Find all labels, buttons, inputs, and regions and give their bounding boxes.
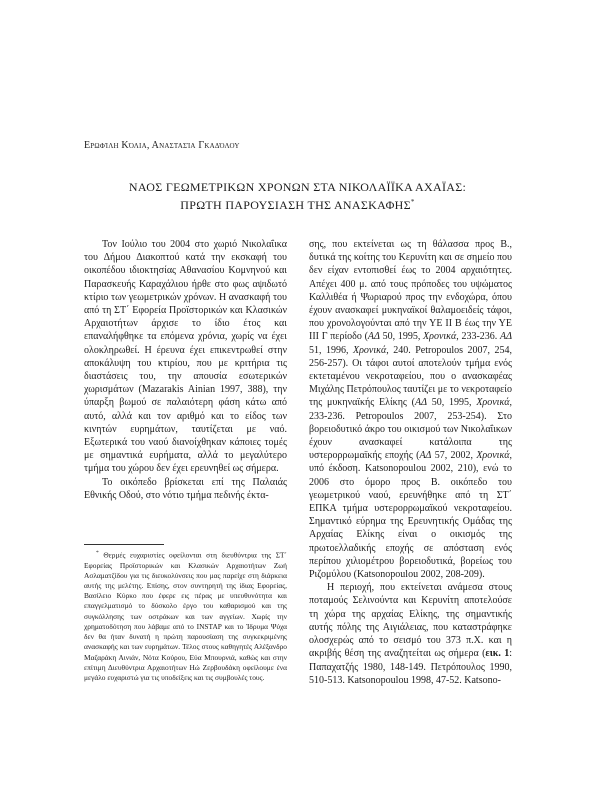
footnote-text: Θερμές ευχαριστίες οφείλονται στη διευθύντρια της ΣΤ΄ Εφορείας Προϊστορικών και Κλασικών Αρχαιοτήτων Ζωή Ασλαματζίδου για τις διευκολύνσεις που μας παρείχε στη διάρκεια αυτής της μελέτης. Επίσης, στον συντηρητή της ίδιας Εφορείας, Βασίλειο Κύρκο που έφερε εις πέρας με υπευθυνότητα και επαγγελματισμό το δύσκολο έργο του καθαρισμού και της συγκόλλησης των οστράκων και των αγγείων. Χωρίς την χρηματοδότηση που λάβαμε από το INSTAP και το Ίδρυμα Ψύχα δεν θα ήταν δυνατή η πρώτη παρουσίαση της συγκεκριμένης ανασκαφής και των ευρημάτων. Τέλος στους καθηγητές Αλέξανδρο Μαζαράκη Αινιάν, Νότα Κούρου, Εύα Μπουρνιά, καθώς και στην επίτιμη Διευθύντρια Αρχαιοτήτων Ηώ Ζερβουδάκη οφείλουμε ένα μεγάλο ευχαριστώ για τις υποδείξεις και τις συμβουλές τους. bbox=[84, 550, 288, 682]
footnote-divider bbox=[84, 544, 164, 545]
right-column bbox=[309, 238, 512, 687]
footnote-marker: * bbox=[96, 550, 99, 556]
footnote bbox=[84, 548, 287, 683]
italic-run: ΑΔ bbox=[415, 397, 427, 409]
text-run: 57, 2002, bbox=[431, 450, 477, 462]
title-footnote-marker: * bbox=[410, 198, 415, 206]
title-line-1: ΝΑΟΣ ΓΕΩΜΕΤΡΙΚΩΝ ΧΡΟΝΩΝ ΣΤΑ ΝΙΚΟΛΑΪΪΚΑ ΑΧΑΪΑΣ: bbox=[128, 180, 467, 194]
text-run: , 233-236. Petropoulos 2007, 253-254). Στο βορειοδυτικό άκρο του οικισμού των Νικολαΐικων έχουν ανασκαφεί κατάλοιπα της υστερορρωμαϊκής εποχής ( bbox=[309, 397, 512, 462]
article-title bbox=[84, 180, 511, 213]
italic-run: Χρονικά bbox=[476, 397, 510, 409]
title-line-2 bbox=[84, 195, 511, 213]
text-run: , 240. Petropoulos 2007, 254, 256-257). Οι τάφοι αυτοί αποτελούν τμήμα ενός εκτεταμένου νεκροταφείου, που ο ανασκαφέας Μιχάλης Πετρόπουλος ταυτίζει με το νεκροταφείο της μυκηναϊκής Ελίκης ( bbox=[309, 344, 513, 409]
italic-run: Χρονικά bbox=[423, 331, 457, 343]
text-run: : Παπαχατζής 1980, 148-149. Πετρόπουλος 1990, 510-513. Katsonopoulou 1998, 47-52. Katsono- bbox=[309, 648, 513, 686]
running-header-authors: Ερωφίλη Κόλια, Αναστασία Γκαδόλου bbox=[84, 140, 240, 151]
italic-run: Χρονικά bbox=[476, 450, 510, 462]
text-run: 51, 1996, bbox=[309, 344, 354, 356]
text-run: 50, 1995, bbox=[379, 331, 424, 343]
title-line-2-text: ΠΡΩΤΗ ΠΑΡΟΥΣΙΑΣΗ ΤΗΣ ΑΝΑΣΚΑΦΗΣ bbox=[180, 198, 411, 212]
left-paragraph-1: Τον Ιούλιο του 2004 στο χωριό Νικολαΐικα του Δήμου Διακοπτού κατά την εκσκαφή του οικοπέδου ιδιοκτησίας Αθανασίου Κομνηνού και Παρασκευής Καραχάλιου ήρθε στο φως αψιδωτό κτίριο των γεωμετρικών χρόνων. Η ανασκαφή του από τη ΣΤ΄ Εφορεία Προϊστορικών και Κλασικών Αρχαιοτήτων άρχισε το ίδιο έτος και επαναλήφθηκε τα επόμενα χρόνια, χωρίς να έχει ολοκληρωθεί. Η έρευνα έχει επικεντρωθεί στην αποκάλυψη του κτιρίου, που με κριτήρια τις διαστάσεις του, την απουσία εσωτερικών χωρισμάτων (Mazarakis Ainian 1997, 388), την ύπαρξη βωμού σε παλαιότερη φάση κάτω από αυτό, αλλά και τον αριθμό και το είδος των κινητών ευρημάτων, ταυτίζεται με ναό. Εξωτερικά του ναού διανοίχθηκαν κάποιες τομές με σημαντικά ευρήματα, αλλά το μεγαλύτερο τμήμα του χώρου δεν έχει ερευνηθεί ως σήμερα. bbox=[84, 239, 287, 475]
left-paragraph-2: Το οικόπεδο βρίσκεται επί της Παλαιάς Εθνικής Οδού, στο νότιο τμήμα πεδινής έκτα- bbox=[84, 476, 287, 501]
italic-run: ΑΔ bbox=[500, 331, 512, 343]
text-run: 50, 1995, bbox=[426, 397, 477, 409]
text-run: , 233-236. bbox=[456, 331, 501, 343]
right-paragraph-1 bbox=[309, 238, 512, 581]
right-paragraph-2 bbox=[309, 581, 512, 687]
text-run: Η περιοχή, που εκτείνεται ανάμεσα στους ποταμούς Σελινούντα και Κερυνίτη αποτελούσε τη χώρα της αρχαίας Ελίκης, της σημαντικής αυτής πόλης της Αιγιάλειας, που καταστράφηκε ολοσχερώς από το σεισμό του 373 π.Χ. και η ακριβής θέση της αναζητείται ως σήμερα ( bbox=[309, 582, 512, 660]
italic-run: ΑΔ bbox=[367, 331, 380, 343]
text-run: σης, που εκτείνεται ως τη θάλασσα προς Β., δυτικά της κοίτης του Κερυνίτη και σε σημείο που δεν είχαν εντοπισθεί έως το 2004 αρχαιότητες. Απέχει 400 μ. από τους πρόποδες του υψώματος Καλλιθέα ή Ψωριαρού προς την ενδοχώρα, όπου έχουν ανασκαφεί μυκηναϊκοί θαλαμοειδείς τάφοι, που χρονολογούνται από την ΥΕ ΙΙ Β έως την ΥΕ ΙΙΙ Γ περίοδο ( bbox=[309, 239, 512, 343]
italic-run: Χρονικά bbox=[353, 344, 387, 356]
text-run: , υπό έκδοση. Katsonopoulou 2002, 210), ενώ το 2006 στο όμορο προς Β. οικόπεδο του γεωμετρικού ναού, ερευνήθηκε από τη ΣΤ΄ ΕΠΚΑ τμήμα υστερορρωμαϊκού νεκροταφείου. Σημαντικό εύρημα της Ερευνητικής Ομάδας της Αρχαίας Ελίκης είναι ο οικισμός της πρωτοελλαδικής εποχής σε απόσταση ενός περίπου χιλιομέτρου βορειοδυτικά, βορείως του Ριζομύλου (Katsonopoulou 2002, 208-209). bbox=[309, 450, 512, 581]
italic-run: ΑΔ bbox=[419, 450, 432, 462]
left-column bbox=[84, 238, 287, 502]
figure-reference: εικ. 1 bbox=[485, 648, 510, 660]
